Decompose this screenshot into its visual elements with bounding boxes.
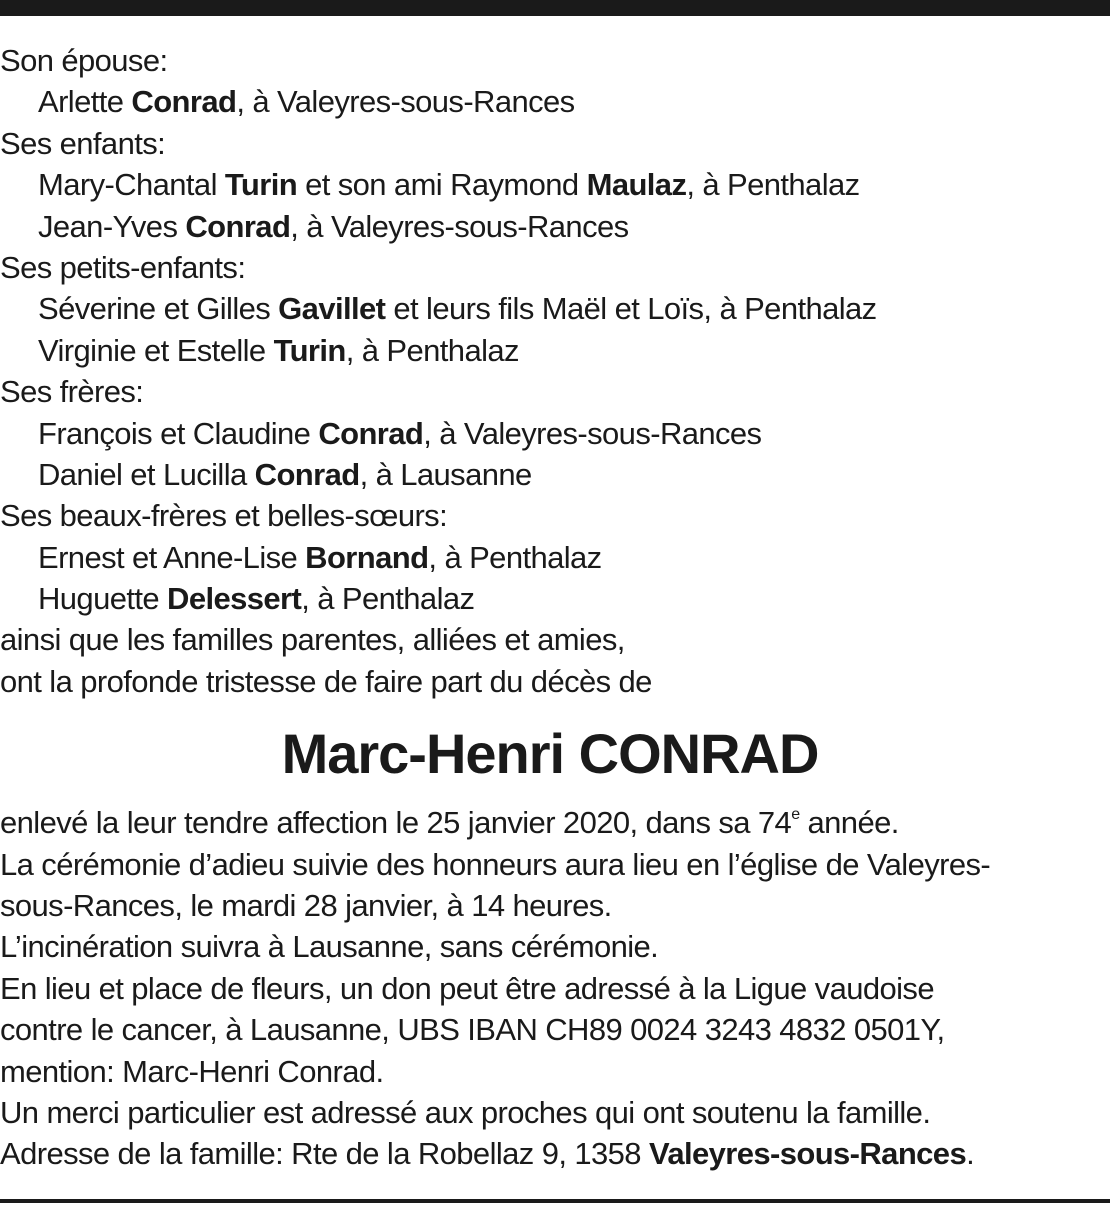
family-member: Arlette Conrad, à Valeyres-sous-Rances xyxy=(38,84,575,120)
family-address: Adresse de la famille: Rte de la Robellaz 9, 1358 Valeyres-sous-Rances. xyxy=(0,1136,975,1172)
bottom-rule xyxy=(0,1199,1110,1203)
ceremony-line: sous-Rances, le mardi 28 janvier, à 14 heures. xyxy=(0,888,612,924)
family-member: Daniel et Lucilla Conrad, à Lausanne xyxy=(38,456,532,492)
donation-line: En lieu et place de fleurs, un don peut être adressé à la Ligue vaudoise xyxy=(0,970,934,1006)
family-member: Ernest et Anne-Lise Bornand, à Penthalaz xyxy=(38,539,602,575)
closing-line: ainsi que les familles parentes, alliées et amies, xyxy=(0,622,625,658)
children-heading: Ses enfants: xyxy=(0,125,166,161)
thanks-line: Un merci particulier est adressé aux proches qui ont soutenu la famille. xyxy=(0,1094,931,1130)
family-member: Mary-Chantal Turin et son ami Raymond Maulaz, à Penthalaz xyxy=(38,167,860,203)
family-member: Séverine et Gilles Gavillet et leurs fils Maël et Loïs, à Penthalaz xyxy=(38,291,877,327)
obituary-notice xyxy=(0,40,1100,1175)
family-member: Huguette Delessert, à Penthalaz xyxy=(38,581,475,617)
family-member: François et Claudine Conrad, à Valeyres-sous-Rances xyxy=(38,415,762,451)
incineration-line: L’incinération suivra à Lausanne, sans cérémonie. xyxy=(0,929,659,965)
top-rule xyxy=(0,0,1110,16)
death-notice: enlevé la leur tendre affection le 25 janvier 2020, dans sa 74e année. xyxy=(0,805,899,841)
ceremony-line: La cérémonie d’adieu suivie des honneurs aura lieu en l’église de Valeyres- xyxy=(0,846,991,882)
closing-line: ont la profonde tristesse de faire part du décès de xyxy=(0,663,652,699)
donation-line: contre le cancer, à Lausanne, UBS IBAN CH89 0024 3243 4832 0501Y, xyxy=(0,1012,945,1048)
spouse-heading: Son épouse: xyxy=(0,43,168,78)
grandchildren-heading: Ses petits-enfants: xyxy=(0,249,246,285)
donation-line: mention: Marc-Henri Conrad. xyxy=(0,1053,384,1089)
brothers-heading: Ses frères: xyxy=(0,374,144,410)
deceased-name: Marc-Henri CONRAD xyxy=(281,722,819,786)
inlaws-heading: Ses beaux-frères et belles-sœurs: xyxy=(0,498,448,534)
family-member: Virginie et Estelle Turin, à Penthalaz xyxy=(38,332,519,368)
family-member: Jean-Yves Conrad, à Valeyres-sous-Rances xyxy=(38,208,629,244)
